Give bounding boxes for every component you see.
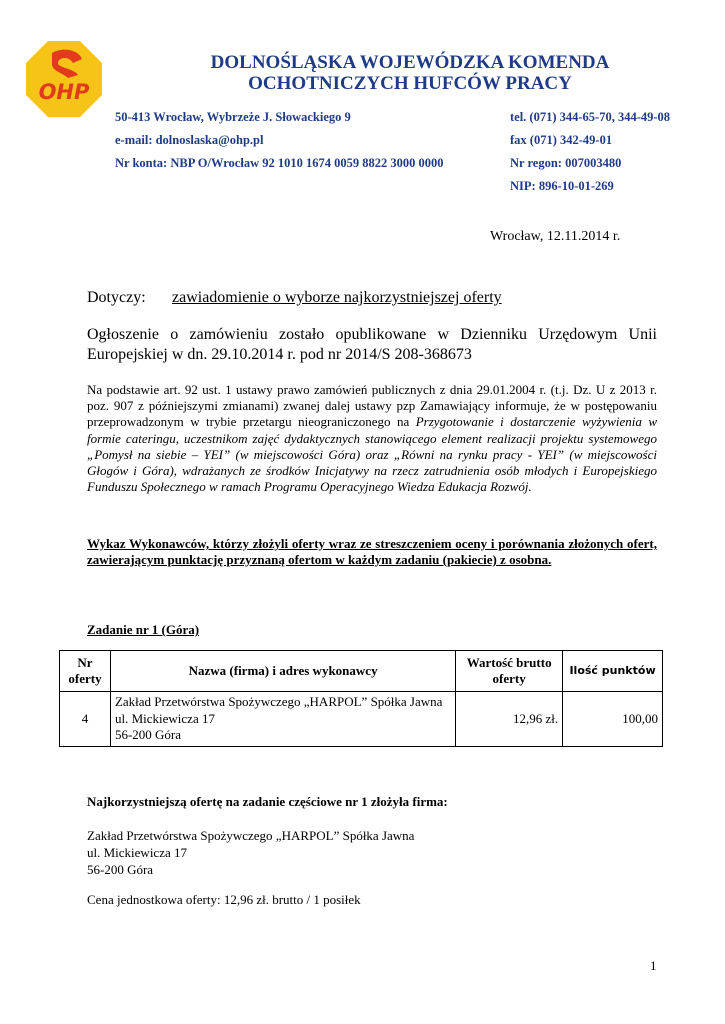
col-header-points: Ilość punktów	[563, 651, 663, 692]
regon-line: Nr regon: 007003480	[510, 156, 622, 170]
phone-line: tel. (071) 344-65-70, 344-49-08	[510, 110, 671, 124]
winner-street: ul. Mickiewicza 17	[87, 845, 187, 860]
table-header-row	[60, 651, 663, 692]
intro-paragraph	[87, 382, 657, 495]
offers-table	[59, 650, 663, 747]
unit-price: Cena jednostkowa oferty: 12,96 zł. brutto / 1 posiłek	[87, 892, 361, 907]
email-line: e-mail: dolnoslaska@ohp.pl	[115, 133, 264, 147]
cell-points: 100,00	[563, 692, 663, 747]
cell-offer-nr: 4	[60, 692, 111, 747]
org-name-line2: OCHOTNICZYCH HUFCÓW PRACY	[248, 73, 572, 94]
announcement-text: Ogłoszenie o zamówieniu zostało opublikowane w Dzienniku Urzędowym Unii Europejskiej w dn. 29.10.2014 r. pod nr 2014/S 208-368673	[87, 326, 657, 363]
winner-address	[87, 827, 414, 878]
winner-name: Zakład Przetwórstwa Spożywczego „HARPOL” Spółka Jawna	[87, 828, 415, 843]
table-row	[60, 692, 663, 747]
contractor-name: Zakład Przetwórstwa Spożywczego „HARPOL” Spółka Jawna	[114, 694, 443, 709]
winner-heading: Najkorzystniejszą ofertę na zadanie częściowe nr 1 złożyła firma:	[87, 794, 448, 809]
nip-line: NIP: 896-10-01-269	[510, 179, 614, 193]
intro-text: Na podstawie art. 92 ust. 1 ustawy prawo zamówień publicznych z dnia 29.01.2004 r. (t.j. Dz. U z 2013 r. poz. 907 z późniejszymi zmianami) zwanej dalej ustawy pzp Zamawiający informuje, że w postępowaniu przeprowadzonym w trybie przetargu nieograniczonego na	[87, 382, 657, 430]
page-number: 1	[650, 958, 657, 973]
subject-value: zawiadomienie o wyborze najkorzystniejszej oferty	[172, 289, 502, 306]
procurement-title: Przygotowanie i dostarczenie wyżywienia w formie cateringu, uczestnikom zajęć dydaktycznych stanowiącego element realizacji projektu systemowego „Pomysł na siebie – YEI” (w miejscowości Góra) oraz „Równi na rynku pracy - YEI” (w miejscowości Głogów i Góra), wdrażanych ze środków Inicjatywy na rzecz zatrudnienia osób młodych i Europejskiego Funduszu Społecznego w ramach Programu Operacyjnego Wiedza Edukacja Rozwój.	[87, 414, 658, 495]
col-header-nr: Nr oferty	[60, 651, 111, 692]
org-name-line1: DOLNOŚLĄSKA WOJEWÓDZKA KOMENDA	[210, 52, 610, 73]
subject-label: Dotyczy:	[87, 289, 146, 306]
ohp-logo	[22, 37, 106, 121]
logo-text: OHP	[38, 80, 90, 104]
contractor-city: 56-200 Góra	[114, 727, 182, 742]
contractor-street: ul. Mickiewicza 17	[114, 710, 215, 726]
offers-list-heading: Wykaz Wykonawców, którzy złożyli oferty wraz ze streszczeniem oceny i porównania złożonych ofert, zawierającym punktację przyznaną ofertom w każdym zadaniu (pakiecie) z osobna.	[87, 536, 657, 568]
col-header-value: Wartość brutto oferty	[456, 651, 563, 692]
cell-contractor	[110, 692, 455, 747]
fax-line: fax (071) 342-49-01	[510, 133, 613, 147]
ohp-logo-graphic	[22, 37, 106, 121]
cell-offer-value: 12,96 zł.	[456, 692, 563, 747]
task-heading: Zadanie nr 1 (Góra)	[87, 622, 200, 637]
address-line: 50-413 Wrocław, Wybrzeże J. Słowackiego 9	[115, 110, 351, 124]
bank-account-line: Nr konta: NBP O/Wrocław 92 1010 1674 0059 8822 3000 0000	[115, 156, 444, 170]
winner-city: 56-200 Góra	[87, 862, 154, 877]
document-date: Wrocław, 12.11.2014 r.	[490, 229, 621, 244]
col-header-name: Nazwa (firma) i adres wykonawcy	[110, 651, 455, 692]
